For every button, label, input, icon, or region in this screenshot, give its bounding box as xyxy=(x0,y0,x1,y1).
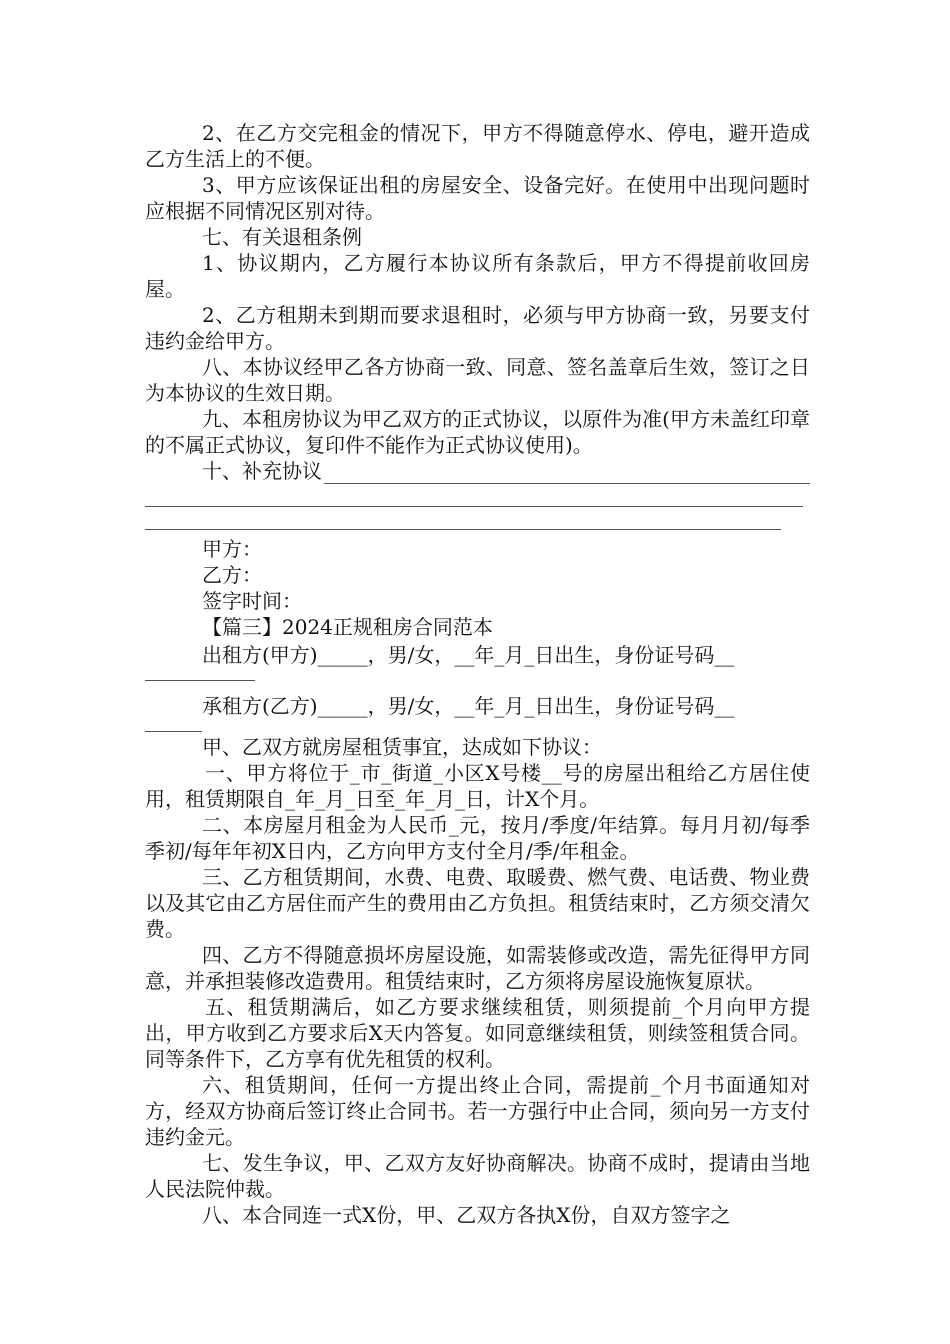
clause: 五、租赁期满后，如乙方要求继续租赁，则须提前_个月向甲方提出，甲方收到乙方要求后X天内答复。如同意继续租赁，则续签租赁合同。同等条件下，乙方享有优先租赁的权利。 xyxy=(145,995,810,1071)
supplement-blank-line xyxy=(145,484,803,507)
signature-time: 签字时间： xyxy=(202,589,302,613)
supplement-row xyxy=(202,458,810,484)
signature-party-b: 乙方： xyxy=(202,563,262,587)
supplement-blank-line xyxy=(324,463,810,484)
paragraph: 九、本租房协议为甲乙双方的正式协议，以原件为准(甲方未盖红印章的不属正式协议，复印件不能作为正式协议使用)。 xyxy=(145,407,810,457)
paragraph: 八、本协议经甲乙各方协商一致、同意、签名盖章后生效，签订之日为本协议的生效日期。 xyxy=(145,355,810,405)
clause: 六、租赁期间，任何一方提出终止合同，需提前_个月书面通知对方，经双方协商后签订终止合同书。若一方强行中止合同，须向另一方支付违约金元。 xyxy=(145,1073,810,1149)
paragraph: 2、乙方租期未到期而要求退租时，必须与甲方协商一致，另要支付违约金给甲方。 xyxy=(145,303,810,353)
paragraph: 1、协议期内，乙方履行本协议所有条款后，甲方不得提前收回房屋。 xyxy=(145,251,810,301)
lessee-line: 承租方(乙方)_____，男/女，__年_月_日出生，身份证号码__ xyxy=(202,694,735,718)
lessee-blank-line xyxy=(145,719,202,732)
agreement-intro: 甲、乙双方就房屋租赁事宜，达成如下协议： xyxy=(202,735,602,759)
paragraph: 3、甲方应该保证出租的房屋安全、设备完好。在使用中出现问题时应根据不同情况区别对待。 xyxy=(145,173,810,223)
section-heading: 七、有关退租条例 xyxy=(202,225,362,249)
clause: 四、乙方不得随意损坏房屋设施，如需装修或改造，需先征得甲方同意，并承担装修改造费用。租赁结束时，乙方须将房屋设施恢复原状。 xyxy=(145,943,810,993)
document-page xyxy=(145,120,810,1228)
supplement-label: 十、补充协议 xyxy=(202,459,322,483)
section-title: 【篇三】2024正规租房合同范本 xyxy=(202,615,493,639)
lessor-blank-line xyxy=(145,668,255,681)
paragraph: 2、在乙方交完租金的情况下，甲方不得随意停水、停电，避开造成乙方生活上的不便。 xyxy=(145,121,810,171)
signature-party-a: 甲方： xyxy=(202,537,262,561)
clause: 七、发生争议，甲、乙双方友好协商解决。协商不成时，提请由当地人民法院仲裁。 xyxy=(145,1151,810,1201)
clause: 三、乙方租赁期间，水费、电费、取暖费、燃气费、电话费、物业费以及其它由乙方居住而产生的费用由乙方负担。租赁结束时，乙方须交清欠费。 xyxy=(145,865,810,941)
supplement-blank-line xyxy=(145,507,781,530)
clause: 一、甲方将位于_市_街道_小区X号楼__号的房屋出租给乙方居住使用，租赁期限自_年_月_日至_年_月_日，计X个月。 xyxy=(145,761,810,811)
clause: 八、本合同连一式X份，甲、乙双方各执X份，自双方签字之 xyxy=(202,1203,731,1227)
lessor-line: 出租方(甲方)_____，男/女，__年_月_日出生，身份证号码__ xyxy=(202,643,735,667)
clause: 二、本房屋月租金为人民币_元，按月/季度/年结算。每月月初/每季季初/每年年初X日内，乙方向甲方支付全月/季/年租金。 xyxy=(145,813,810,863)
